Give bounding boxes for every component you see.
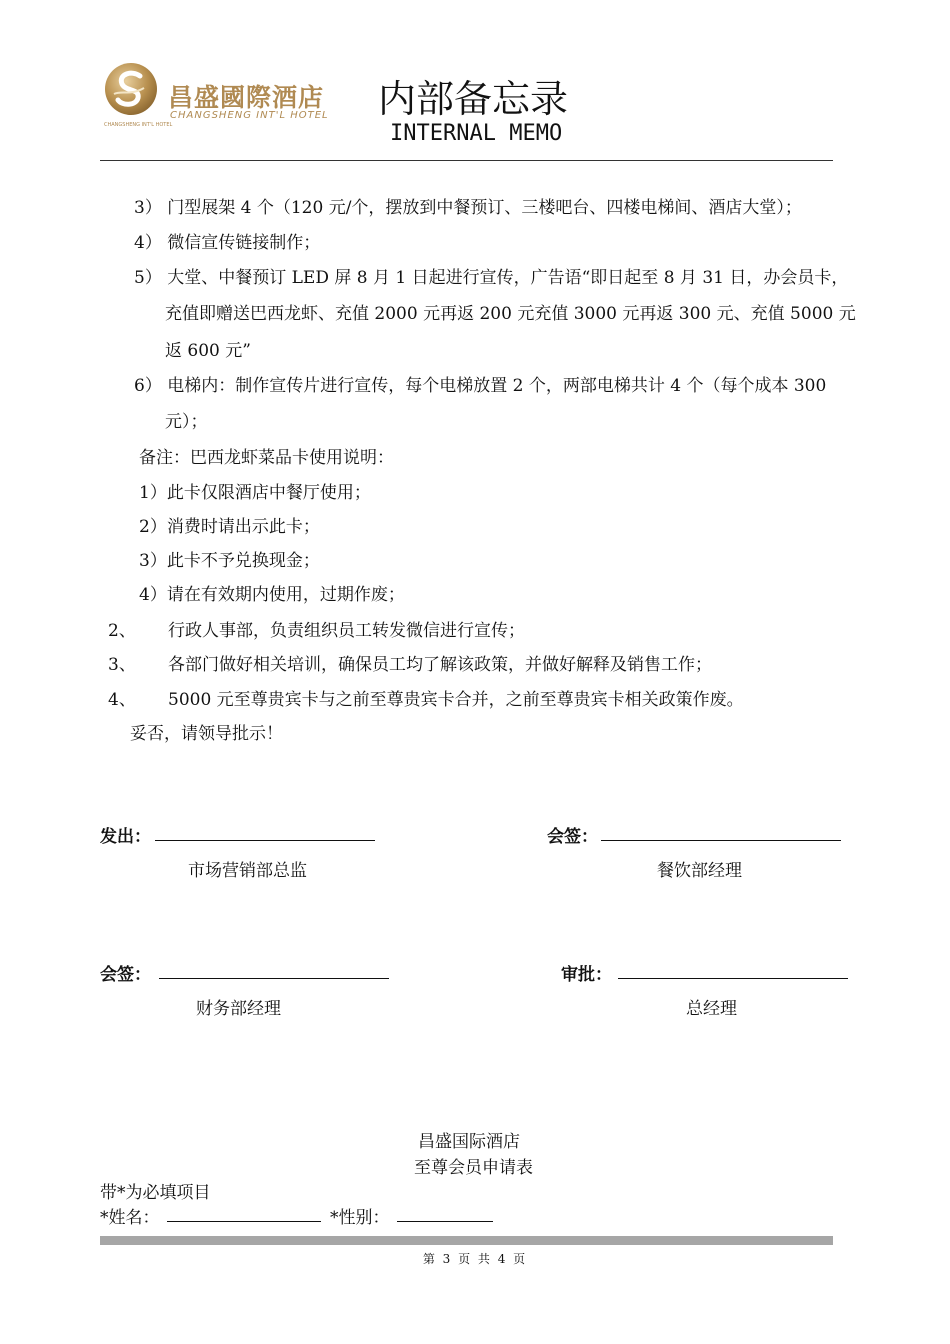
header-divider (100, 160, 833, 161)
memo-title-english: INTERNAL MEMO (390, 121, 563, 146)
list-item-continuation: 充值即赠送巴西龙虾、充值 2000 元再返 200 元充值 3000 元再返 300 元、充值 5000 元 (165, 304, 856, 324)
approve-title: 总经理 (686, 999, 737, 1019)
list-item-continuation: 元）； (165, 412, 208, 432)
name-label: *姓名： (100, 1208, 160, 1228)
gender-field[interactable] (397, 1221, 493, 1222)
list-item-continuation: 返 600 元” (165, 341, 251, 361)
issue-label: 发出： (100, 827, 151, 847)
list-item: 6） 电梯内：制作宣传片进行宣传，每个电梯放置 2 个，两部电梯共计 4 个（每个成本 300 (134, 376, 827, 396)
issue-signature-line[interactable] (155, 840, 375, 841)
section-number: 4、 (108, 690, 136, 710)
section-number: 3、 (108, 655, 136, 675)
approve-signature-line[interactable] (618, 978, 848, 979)
cosign-signature-line[interactable] (159, 978, 389, 979)
approve-label: 审批： (561, 965, 612, 985)
list-item: 3） 门型展架 4 个（120 元/个，摆放到中餐预订、三楼吧台、四楼电梯间、酒店大堂）； (134, 198, 802, 218)
list-item: 5） 大堂、中餐预订 LED 屏 8 月 1 日起进行宣传，广告语“即日起至 8 月 31 日，办会员卡， (134, 268, 849, 288)
required-note: 带*为必填项目 (100, 1183, 211, 1203)
footer-bar (100, 1236, 833, 1245)
memo-title-chinese: 内部备忘录 (378, 77, 569, 121)
form-title: 至尊会员申请表 (414, 1158, 533, 1178)
hotel-logo-english: CHANGSHENG INT'L HOTEL (170, 110, 329, 121)
section-text: 5000 元至尊贵宾卡与之前至尊贵宾卡合并，之前至尊贵宾卡相关政策作废。 (168, 690, 744, 710)
hotel-logo-icon (104, 62, 158, 116)
note-item: 4）请在有效期内使用，过期作废； (139, 585, 405, 605)
name-field[interactable] (167, 1221, 321, 1222)
gender-label: *性别： (330, 1208, 390, 1228)
note-item: 2）消费时请出示此卡； (139, 517, 320, 537)
cosign-label: 会签： (547, 827, 598, 847)
hotel-logo-chinese: 昌盛國際酒店 (168, 83, 325, 112)
cosign-label: 会签： (100, 965, 151, 985)
cosign-signature-line[interactable] (601, 840, 841, 841)
cosign-title: 餐饮部经理 (657, 861, 742, 881)
note-item: 3）此卡不予兑换现金； (139, 551, 320, 571)
issue-title: 市场营销部总监 (188, 861, 307, 881)
note-title: 备注：巴西龙虾菜品卡使用说明： (139, 448, 394, 468)
closing-remark: 妥否，请领导批示！ (130, 724, 283, 744)
form-hotel-name: 昌盛国际酒店 (418, 1132, 520, 1152)
hotel-logo-small-text: CHANGSHENG INT'L HOTEL (104, 122, 173, 128)
section-text: 行政人事部，负责组织员工转发微信进行宣传； (168, 621, 525, 641)
section-text: 各部门做好相关培训，确保员工均了解该政策，并做好解释及销售工作； (168, 655, 712, 675)
cosign-title: 财务部经理 (196, 999, 281, 1019)
note-item: 1）此卡仅限酒店中餐厅使用； (139, 483, 371, 503)
list-item: 4） 微信宣传链接制作； (134, 233, 321, 253)
page-number: 第 3 页 共 4 页 (422, 1252, 528, 1266)
section-number: 2、 (108, 621, 136, 641)
